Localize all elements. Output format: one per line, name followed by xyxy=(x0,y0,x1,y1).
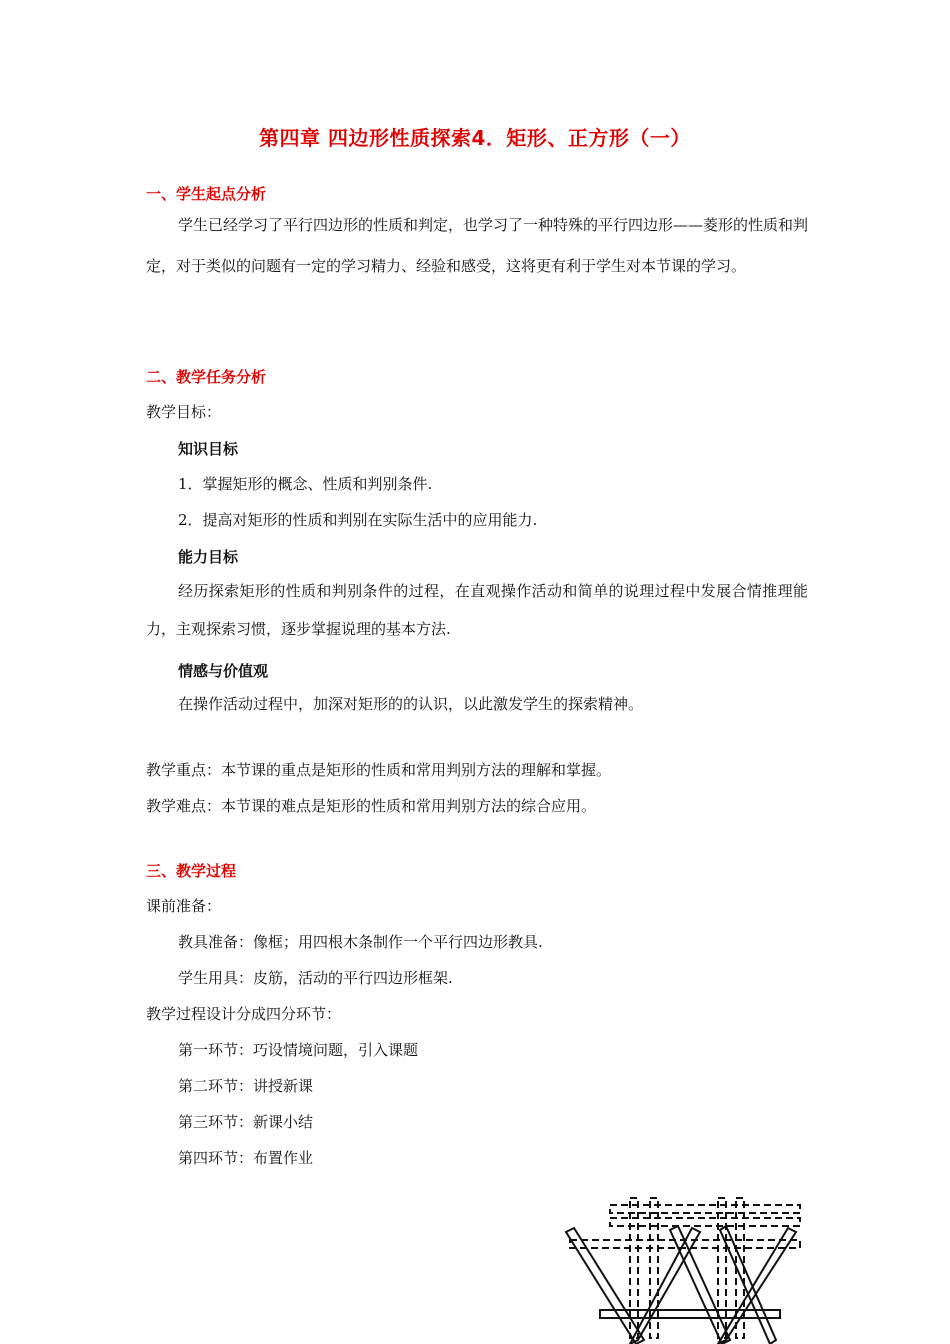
prep-label: 课前准备： xyxy=(146,897,222,915)
design-label: 教学过程设计分成四分环节： xyxy=(146,1005,342,1023)
key-point: 教学重点：本节课的重点是矩形的性质和常用判别方法的理解和掌握。 xyxy=(146,761,612,779)
emotion-values-text: 在操作活动过程中，加深对矩形的的认识，以此激发学生的探索精神。 xyxy=(178,695,644,713)
solid-slanted-strips xyxy=(566,1226,796,1344)
teaching-goals-label: 教学目标： xyxy=(146,403,222,421)
knowledge-item: 1．掌握矩形的概念、性质和判别条件. xyxy=(178,475,433,493)
student-analysis-paragraph: 学生已经学习了平行四边形的性质和判定，也学习了一种特殊的平行四边形——菱形的性质和判定，对于类似的问题有一定的学习精力、经验和感受，这将更有利于学生对本节课的学习。 xyxy=(146,216,809,275)
section-heading-task-analysis: 二、教学任务分析 xyxy=(146,368,267,386)
ability-goals-paragraph: 经历探索矩形的性质和判别条件的过程，在直观操作活动和简单的说理过程中发展合情推理能力，主观探索习惯，逐步掌握说理的基本方法. xyxy=(146,582,808,638)
step-item: 第一环节：巧设情境问题，引入课题 xyxy=(178,1041,419,1059)
knowledge-goals-heading: 知识目标 xyxy=(178,440,239,458)
teacher-tools: 教具准备：像框；用四根木条制作一个平行四边形教具. xyxy=(178,933,543,951)
difficult-point: 教学难点：本节课的难点是矩形的性质和常用判别方法的综合应用。 xyxy=(146,797,597,815)
step-item: 第三环节：新课小结 xyxy=(178,1113,314,1131)
section-heading-teaching-process: 三、教学过程 xyxy=(146,862,237,880)
knowledge-item: 2．提高对矩形的性质和判别在实际生活中的应用能力. xyxy=(178,511,538,529)
section-heading-student-analysis: 一、学生起点分析 xyxy=(146,185,267,203)
page-title: 第四章 四边形性质探索4．矩形、正方形（一） xyxy=(259,126,691,150)
step-item: 第四环节：布置作业 xyxy=(178,1149,314,1167)
step-item: 第二环节：讲授新课 xyxy=(178,1077,314,1095)
parallelogram-frame-figure xyxy=(560,1190,810,1344)
ability-goals-heading: 能力目标 xyxy=(178,548,239,566)
emotion-values-heading: 情感与价值观 xyxy=(178,662,269,680)
student-tools: 学生用具：皮筋，活动的平行四边形框架. xyxy=(178,969,453,987)
